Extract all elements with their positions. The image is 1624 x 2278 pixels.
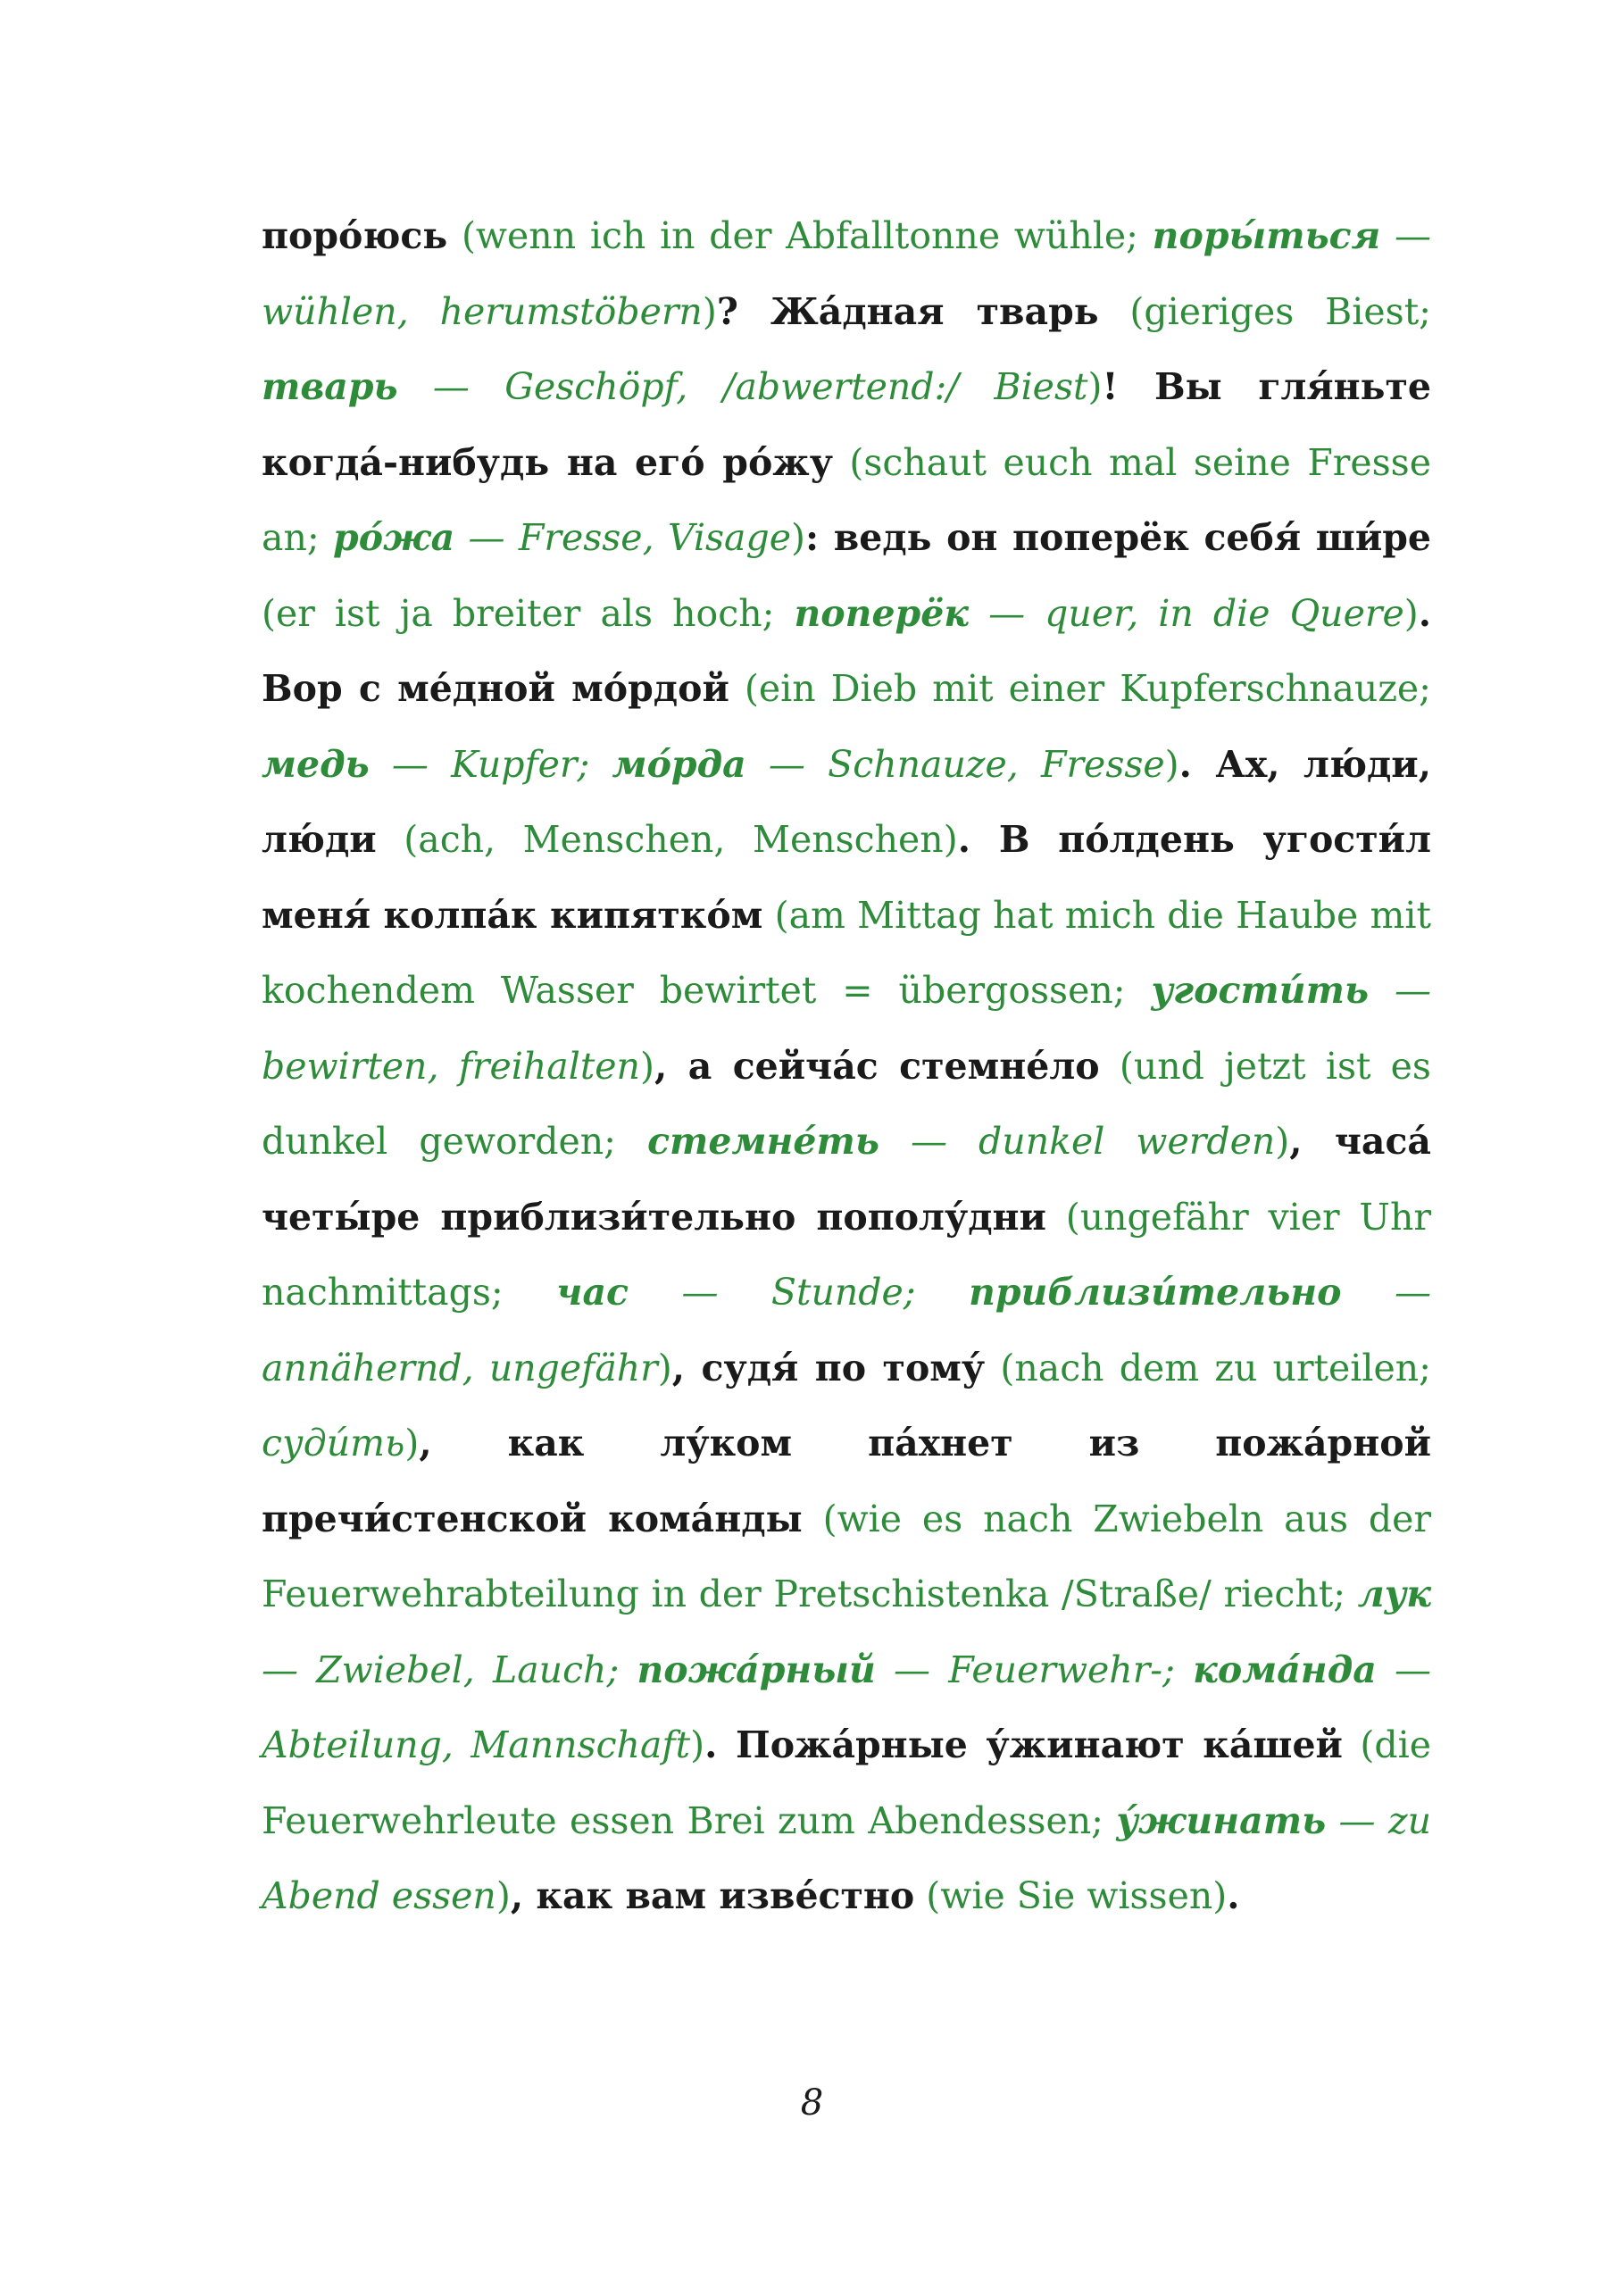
punctuation: ? <box>716 289 770 333</box>
russian-text-segment: Вы гля́ньте когда́-нибудь на его́ ро́жу <box>262 365 1431 484</box>
russian-text-segment: ведь он поперёк себя́ ши́ре <box>833 516 1431 559</box>
russian-text-segment: Вор с ме́дной мо́рдой <box>262 667 729 710</box>
russian-text-segment: Ах, лю́ди, лю́ди <box>262 742 1431 861</box>
glossary-headword: приблизи́тельно <box>969 1271 1342 1314</box>
russian-text-segment: как вам изве́стно <box>536 1874 915 1917</box>
german-translation-segment: ) <box>702 289 717 333</box>
glossary-headword: мо́рда <box>612 742 746 786</box>
glossary-headword: стемне́ть <box>647 1120 879 1163</box>
punctuation: . <box>1227 1874 1240 1917</box>
russian-text-segment: а сейча́с стемне́ло <box>687 1044 1100 1088</box>
glossary-translation: — quer, in die Quere <box>969 591 1404 635</box>
punctuation: , <box>654 1044 688 1088</box>
glossary-translation: суди́ть <box>262 1422 405 1464</box>
punctuation: , <box>419 1422 508 1464</box>
german-translation-segment: (ach, Menschen, Menschen) <box>376 818 958 861</box>
glossary-headword: поперёк <box>794 591 970 635</box>
german-translation-segment: ) <box>790 516 805 559</box>
glossary-translation: — Feuerwehr-; <box>875 1648 1194 1691</box>
glossary-headword: тварь <box>262 365 398 408</box>
german-translation-segment: (ungefähr vier Uhr nachmittags; <box>262 1195 1431 1314</box>
glossary-translation: — annähernd, ungefähr <box>262 1271 1431 1389</box>
german-translation-segment: ) <box>639 1044 654 1088</box>
glossary-translation: — Schnauze, Fresse <box>745 742 1165 786</box>
glossary-translation: — Fresse, Visage <box>454 516 791 559</box>
glossary-headword: угости́ть <box>1151 969 1370 1012</box>
glossary-translation: — Kupfer; <box>369 742 612 786</box>
punctuation: , <box>1289 1120 1335 1163</box>
german-translation-segment: (und jetzt ist es dunkel geworden; <box>262 1044 1431 1163</box>
german-translation-segment: (gieriges Biest; <box>1098 289 1431 333</box>
german-translation-segment: (wie es nach Zwiebeln aus der Feuerwehrabteilung in der Pretschistenka /Straße/ riecht; <box>262 1497 1431 1615</box>
glossary-translation: — Zwiebel, Lauch; <box>262 1648 637 1691</box>
german-translation-segment: (er ist ja breiter als hoch; <box>262 591 795 635</box>
german-translation-segment: ) <box>496 1874 511 1917</box>
german-translation-segment: (die Feuerwehrleute essen Brei zum Abendessen; <box>262 1723 1431 1842</box>
glossary-headword: поры́ться <box>1152 214 1381 257</box>
punctuation: . <box>1418 591 1431 635</box>
bilingual-text-paragraph <box>262 198 1431 1934</box>
russian-text-segment: поро́юсь <box>262 214 448 257</box>
glossary-translation: — Abteilung, Mannschaft <box>262 1648 1431 1766</box>
german-translation-segment: (ein Dieb mit einer Kupferschnauze; <box>729 667 1431 710</box>
russian-text-segment: В по́лдень угости́л меня́ колпа́к кипятко́м <box>262 818 1431 937</box>
glossary-translation: — zu Abend essen <box>262 1798 1431 1917</box>
glossary-headword: пожа́рный <box>637 1648 876 1691</box>
glossary-translation: — wühlen, herumstöbern <box>262 214 1431 333</box>
page-number: 8 <box>800 2082 824 2124</box>
glossary-headword: час <box>556 1271 629 1314</box>
russian-text-segment: Жа́дная тварь <box>770 289 1099 333</box>
german-translation-segment: (schaut euch mal seine Fresse an; <box>262 440 1431 559</box>
glossary-translation: — Geschöpf, /abwertend:/ Biest <box>397 365 1088 408</box>
punctuation: ! <box>1102 365 1155 408</box>
punctuation: , <box>510 1874 537 1917</box>
glossary-headword: у́жинать <box>1116 1798 1327 1842</box>
punctuation: . <box>957 818 999 861</box>
glossary-translation: — dunkel werden <box>879 1120 1276 1163</box>
german-translation-segment: ) <box>657 1346 672 1389</box>
glossary-headword: лук <box>1357 1573 1431 1615</box>
punctuation: . <box>1178 742 1216 786</box>
russian-text-segment: часа́ четы́ре приблизи́тельно пополу́дни <box>262 1120 1431 1239</box>
german-translation-segment: ) <box>404 1422 420 1464</box>
german-translation-segment: ) <box>1275 1120 1290 1163</box>
glossary-translation: — Stunde; <box>629 1271 970 1314</box>
punctuation: . <box>704 1723 736 1766</box>
russian-text-segment: как лу́ком па́хнет из пожа́рной пречи́стенской кома́нды <box>262 1422 1431 1540</box>
german-translation-segment: ) <box>1164 742 1179 786</box>
russian-text-segment: Пожа́рные у́жинают ка́шей <box>735 1723 1343 1766</box>
glossary-headword: кома́нда <box>1193 1648 1377 1691</box>
german-translation-segment: ) <box>1087 365 1103 408</box>
german-translation-segment: ) <box>690 1723 705 1766</box>
german-translation-segment: ) <box>1403 591 1419 635</box>
german-translation-segment: (am Mittag hat mich die Haube mit kochendem Wasser bewirtet = übergossen; <box>262 893 1432 1012</box>
german-translation-segment: (wie Sie wissen) <box>914 1874 1228 1917</box>
glossary-translation: — bewirten, freihalten <box>262 969 1431 1088</box>
glossary-headword: ро́жа <box>333 516 455 559</box>
russian-text-segment: судя́ по тому́ <box>701 1346 986 1389</box>
punctuation: , <box>671 1346 702 1389</box>
german-translation-segment: (nach dem zu urteilen; <box>985 1346 1431 1389</box>
glossary-headword: медь <box>262 742 370 786</box>
german-translation-segment: (wenn ich in der Abfalltonne wühle; <box>447 214 1153 257</box>
punctuation: : <box>804 516 834 559</box>
